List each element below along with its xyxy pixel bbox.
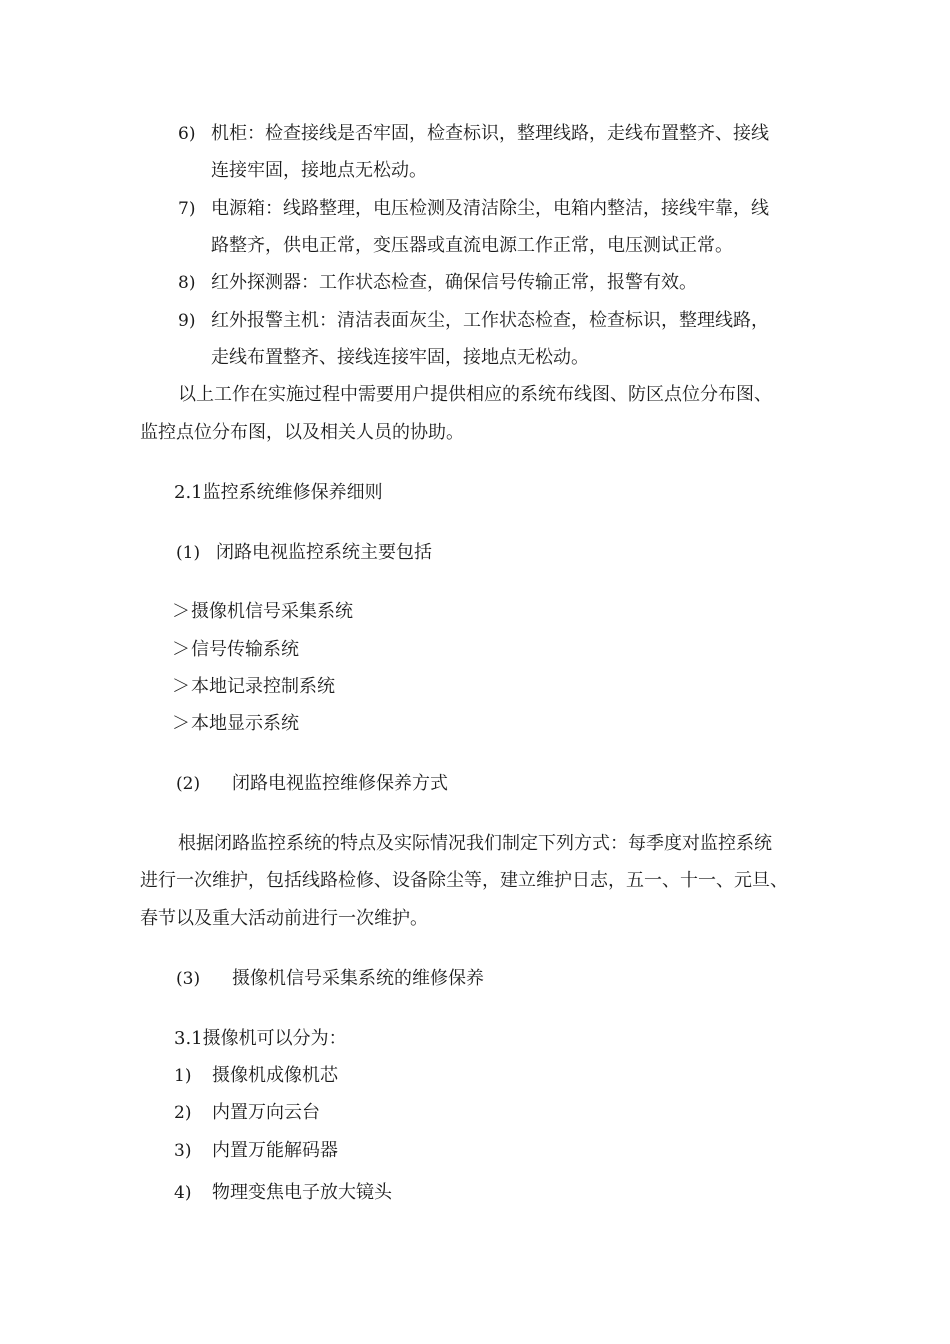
bullet-item: ＞信号传输系统 [172,639,299,660]
arrow-bullet-icon: ＞ [172,713,190,734]
list-item-text: 物理变焦电子放大镜头 [212,1182,392,1203]
list-item-text: 机柜：检查接线是否牢固，检查标识，整理线路，走线布置整齐、接线 [211,123,769,144]
list-number: 7) [178,199,196,219]
subsection-title: 闭路电视监控系统主要包括 [216,542,432,563]
arrow-bullet-icon: ＞ [172,639,190,660]
section-heading: 2.1监控系统维修保养细则 [174,482,383,503]
arrow-bullet-icon: ＞ [172,601,190,622]
list-item-text: 内置万向云台 [212,1102,320,1123]
list-item-text: 电源箱：线路整理，电压检测及清洁除尘，电箱内整洁，接线牢靠，线 [211,198,769,219]
list-item-text: 红外探测器：工作状态检查，确保信号传输正常，报警有效。 [211,272,697,293]
section-heading: 3.1摄像机可以分为： [174,1028,347,1049]
subsection-title: 闭路电视监控维修保养方式 [232,773,448,794]
list-number: 8) [178,273,196,293]
paragraph-line: 春节以及重大活动前进行一次维护。 [140,908,428,929]
list-number: 4) [174,1183,192,1203]
list-number: 2) [174,1103,192,1123]
paragraph-line: 监控点位分布图，以及相关人员的协助。 [140,422,464,443]
bullet-item: ＞本地记录控制系统 [172,676,335,697]
list-number: 6) [178,124,196,144]
list-item-text: 路整齐，供电正常，变压器或直流电源工作正常，电压测试正常。 [211,235,733,256]
paragraph-line: 根据闭路监控系统的特点及实际情况我们制定下列方式：每季度对监控系统 [178,833,772,854]
subsection-number: (3) [176,969,201,989]
paragraph-line: 进行一次维护，包括线路检修、设备除尘等，建立维护日志，五一、十一、元旦、 [140,870,788,891]
subsection-number: (1) [176,543,201,563]
bullet-item: ＞本地显示系统 [172,713,299,734]
list-number: 1) [174,1066,192,1086]
list-item-text: 内置万能解码器 [212,1140,338,1161]
paragraph-line: 以上工作在实施过程中需要用户提供相应的系统布线图、防区点位分布图、 [178,384,772,405]
list-number: 9) [178,311,196,331]
arrow-bullet-icon: ＞ [172,676,190,697]
list-item-text: 连接牢固，接地点无松动。 [211,160,427,181]
list-item-text: 摄像机成像机芯 [212,1065,338,1086]
subsection-number: (2) [176,774,201,794]
list-item-text: 红外报警主机：清洁表面灰尘，工作状态检查，检查标识，整理线路， [211,310,769,331]
list-number: 3) [174,1141,192,1161]
bullet-item: ＞摄像机信号采集系统 [172,601,353,622]
subsection-title: 摄像机信号采集系统的维修保养 [232,968,484,989]
list-item-text: 走线布置整齐、接线连接牢固，接地点无松动。 [211,347,589,368]
